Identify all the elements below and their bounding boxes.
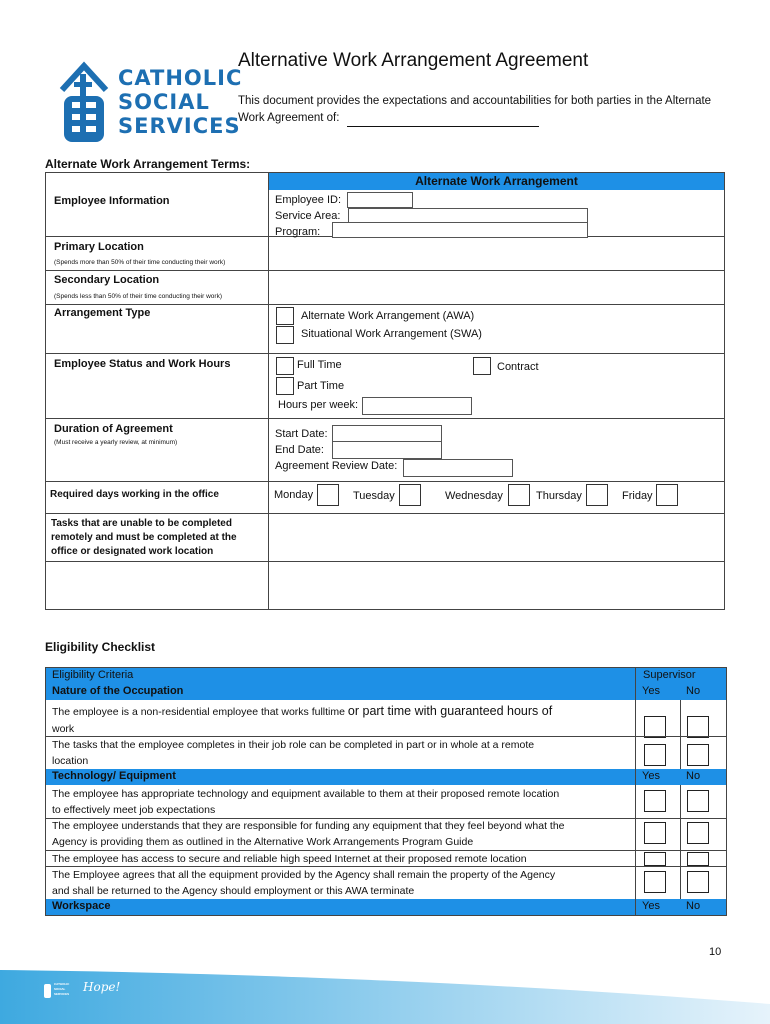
criterion-1-line2: work	[52, 723, 75, 735]
hours-per-week-field[interactable]	[362, 397, 472, 415]
terms-heading: Alternate Work Arrangement Terms:	[45, 157, 251, 171]
intro-line2: Work Agreement of:	[238, 112, 340, 124]
criterion-1-no-checkbox[interactable]	[687, 716, 709, 738]
criterion-2-yes-checkbox[interactable]	[644, 744, 666, 766]
review-date-label: Agreement Review Date:	[275, 460, 398, 472]
yes-header-2: Yes	[642, 770, 660, 782]
criterion-2-line1: The tasks that the employee completes in their job role can be completed in part or in whole at a remote	[52, 739, 535, 751]
footer-signature: Hope!	[83, 980, 121, 994]
criterion-4-line1: The employee understands that they are responsible for funding any equipment that they feel beyond what the	[52, 820, 565, 832]
criteria-header: Eligibility Criteria	[52, 669, 134, 681]
primary-location-note: (Spends more than 50% of their time conducting their work)	[54, 259, 226, 266]
end-date-field[interactable]	[332, 441, 442, 459]
program-field[interactable]	[332, 222, 588, 238]
intro-line1: This document provides the expectations and accountabilities for both parties in the Alternate	[238, 95, 712, 107]
terms-table	[45, 172, 725, 610]
secondary-location-field[interactable]	[269, 271, 724, 304]
logo-line2: SOCIAL	[118, 90, 210, 114]
criterion-1	[52, 703, 630, 738]
swa-label: Situational Work Arrangement (SWA)	[301, 328, 482, 340]
yes-header-1: Yes	[642, 685, 660, 697]
work-agreement-of-field[interactable]	[347, 113, 539, 127]
full-time-checkbox[interactable]	[276, 357, 294, 375]
primary-location-label: Primary Location	[54, 241, 144, 253]
tasks-extra-field[interactable]	[269, 562, 724, 609]
primary-location-field[interactable]	[269, 237, 724, 270]
day-label-thursday: Thursday	[536, 490, 582, 502]
no-header-2: No	[686, 770, 701, 782]
criterion-1-line1b: or part time with guaranteed hours of	[347, 704, 553, 718]
yes-header-3: Yes	[642, 900, 660, 912]
logo-line3: SERVICES	[118, 114, 241, 138]
awa-checkbox[interactable]	[276, 307, 294, 325]
monday-checkbox[interactable]	[317, 484, 339, 506]
criterion-4-yes-checkbox[interactable]	[644, 822, 666, 844]
section-title-technology: Technology/ Equipment	[52, 770, 176, 782]
criterion-3-no-checkbox[interactable]	[687, 790, 709, 812]
start-date-label: Start Date:	[275, 428, 328, 440]
footer-logo-text: CATHOLIC SOCIAL SERVICES	[54, 982, 70, 996]
criterion-5-yes-checkbox[interactable]	[644, 852, 666, 866]
criterion-6-line1: The Employee agrees that all the equipment provided by the Agency shall remain the property of the Agency	[52, 869, 556, 881]
page-number: 10	[709, 946, 722, 958]
criterion-1-line1: The employee is a non-residential employee that works fulltime	[52, 706, 345, 718]
criterion-3-line2: to effectively meet job expectations	[52, 804, 216, 816]
employee-id-field[interactable]	[347, 192, 413, 208]
criterion-1-yes-checkbox[interactable]	[644, 716, 666, 738]
thursday-checkbox[interactable]	[586, 484, 608, 506]
no-header-1: No	[686, 685, 701, 697]
footer-logo	[44, 982, 78, 1002]
section-title-workspace: Workspace	[52, 900, 111, 912]
supervisor-header: Supervisor	[643, 669, 696, 681]
wednesday-checkbox[interactable]	[508, 484, 530, 506]
tasks-line1: Tasks that are unable to be completed	[51, 518, 232, 529]
secondary-location-note: (Spends less than 50% of their time conducting their work)	[54, 293, 223, 300]
tasks-line3: office or designated work location	[51, 546, 214, 557]
employee-id-label: Employee ID:	[275, 194, 342, 206]
day-label-friday: Friday	[622, 490, 653, 502]
service-area-label: Service Area:	[275, 210, 341, 222]
terms-table-header: Alternate Work Arrangement	[269, 173, 724, 190]
criterion-6-yes-checkbox[interactable]	[644, 871, 666, 893]
day-label-wednesday: Wednesday	[445, 490, 503, 502]
logo-icon	[58, 60, 110, 145]
no-header-3: No	[686, 900, 701, 912]
criterion-5-no-checkbox[interactable]	[687, 852, 709, 866]
duration-note: (Must receive a yearly review, at minimum)	[54, 439, 178, 446]
tasks-line2: remotely and must be completed at the	[51, 532, 237, 543]
required-days-label: Required days working in the office	[50, 489, 219, 500]
footer-logo-icon	[44, 984, 51, 998]
logo-line1: CATHOLIC	[118, 66, 243, 90]
contract-label: Contract	[497, 361, 539, 373]
eligibility-heading: Eligibility Checklist	[45, 640, 156, 654]
footer-banner	[0, 970, 770, 1024]
part-time-label: Part Time	[297, 380, 345, 392]
swa-checkbox[interactable]	[276, 326, 294, 344]
eligibility-table	[45, 667, 727, 916]
part-time-checkbox[interactable]	[276, 377, 294, 395]
program-label: Program:	[275, 226, 321, 238]
full-time-label: Full Time	[297, 359, 342, 371]
criterion-4-no-checkbox[interactable]	[687, 822, 709, 844]
document-title: Alternative Work Arrangement Agreement	[238, 50, 589, 71]
employee-status-label: Employee Status and Work Hours	[54, 358, 231, 370]
friday-checkbox[interactable]	[656, 484, 678, 506]
criterion-3-line1: The employee has appropriate technology and equipment available to them at their proposed remote location	[52, 788, 560, 800]
criterion-6-line2: and shall be returned to the Agency should employment or this AWA terminate	[52, 885, 415, 897]
hours-per-week-label: Hours per week:	[278, 399, 359, 411]
end-date-label: End Date:	[275, 444, 324, 456]
awa-label: Alternate Work Arrangement (AWA)	[301, 310, 475, 322]
criterion-2-line2: location	[52, 755, 89, 767]
day-label-tuesday: Tuesday	[353, 490, 395, 502]
review-date-field[interactable]	[403, 459, 513, 477]
criterion-3-yes-checkbox[interactable]	[644, 790, 666, 812]
duration-label: Duration of Agreement	[54, 423, 173, 435]
secondary-location-label: Secondary Location	[54, 274, 160, 286]
criterion-4-line2: Agency is providing them as outlined in the Alternative Work Arrangements Program Guide	[52, 836, 474, 848]
section-title-occupation: Nature of the Occupation	[52, 685, 184, 697]
criterion-2-no-checkbox[interactable]	[687, 744, 709, 766]
contract-checkbox[interactable]	[473, 357, 491, 375]
employee-information-label: Employee Information	[54, 195, 170, 207]
criterion-5-line1: The employee has access to secure and reliable high speed Internet at their proposed remote location	[52, 853, 527, 865]
tasks-field[interactable]	[269, 514, 724, 561]
arrangement-type-label: Arrangement Type	[54, 307, 151, 319]
catholic-social-services-logo	[58, 60, 243, 145]
tuesday-checkbox[interactable]	[399, 484, 421, 506]
criterion-6-no-checkbox[interactable]	[687, 871, 709, 893]
day-label-monday: Monday	[274, 489, 314, 501]
